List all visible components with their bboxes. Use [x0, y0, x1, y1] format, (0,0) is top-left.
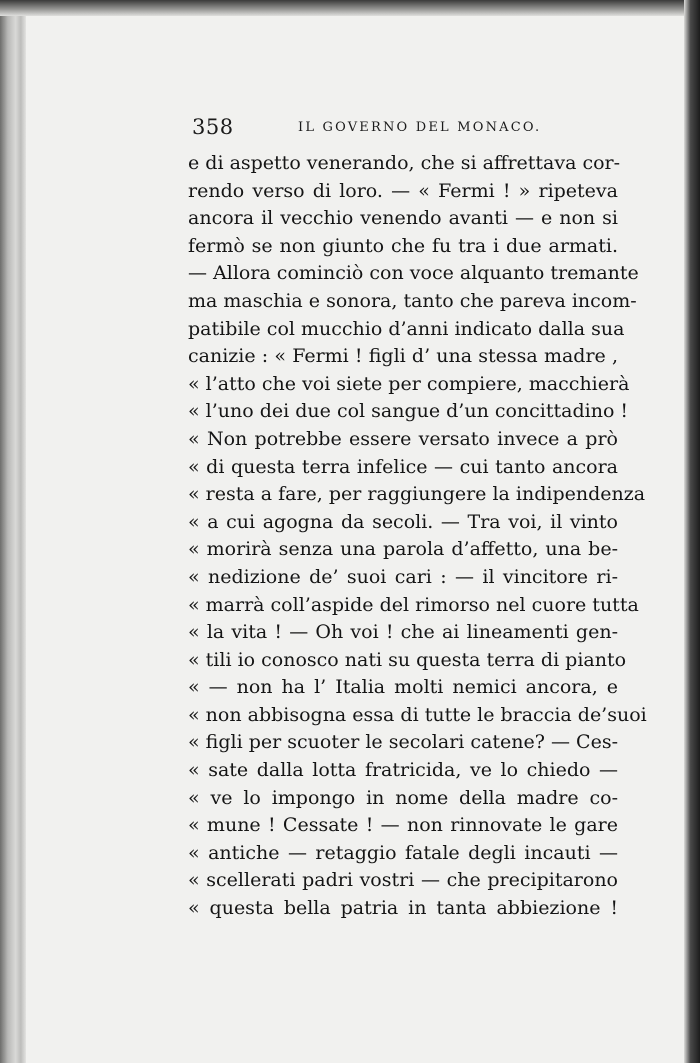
text-line: « nedizione de’ suoi cari : — il vincitore ri- — [188, 565, 618, 588]
running-head: IL GOVERNO DEL MONACO. — [298, 120, 542, 135]
page-number: 358 — [192, 115, 234, 139]
body-text — [188, 150, 647, 923]
text-line: « ve lo impongo in nome della madre co- — [188, 786, 618, 809]
text-line: fermò se non giunto che fu tra i due armati. — [188, 234, 618, 257]
text-line: rendo verso di loro. — « Fermi ! » ripeteva — [188, 179, 618, 202]
text-line: « — non ha l’ Italia molti nemici ancora, e — [188, 676, 618, 699]
text-line: ancora il vecchio venendo avanti — e non si — [188, 207, 618, 230]
text-line: « Non potrebbe essere versato invece a prò — [188, 427, 618, 450]
text-line: « l’uno dei due col sangue d’un concittadino ! — [188, 400, 629, 423]
scan-edge-right — [684, 0, 700, 1063]
page-header — [0, 0, 700, 139]
text-line: « sate dalla lotta fratricida, ve lo chiedo — — [188, 759, 618, 782]
text-line: « di questa terra infelice — cui tanto ancora — [188, 455, 618, 478]
text-line: « morirà senza una parola d’affetto, una be- — [188, 538, 618, 561]
text-line: « non abbisogna essa di tutte le braccia de’suoi — [188, 703, 647, 726]
text-line: — Allora cominciò con voce alquanto tremante — [188, 262, 639, 285]
text-line: patibile col mucchio d’anni indicato dalla sua — [188, 317, 625, 340]
text-line: ma maschia e sonora, tanto che pareva incom- — [188, 289, 637, 312]
text-line: « antiche — retaggio fatale degli incauti — — [188, 841, 618, 864]
text-line: « mune ! Cessate ! — non rinnovate le gare — [188, 814, 618, 837]
scan-edge-left — [0, 0, 26, 1063]
text-line: « resta a fare, per raggiungere la indipendenza — [188, 483, 646, 506]
text-line: « figli per scuoter le secolari catene? — Ces- — [188, 731, 618, 754]
text-line: « la vita ! — Oh voi ! che ai lineamenti gen- — [188, 621, 618, 644]
text-line: « scellerati padri vostri — che precipitarono — [188, 869, 618, 892]
text-line: e di aspetto venerando, che si affrettava cor- — [188, 152, 621, 174]
text-line: « questa bella patria in tanta abbiezione ! — [188, 897, 618, 920]
text-line: canizie : « Fermi ! figli d’ una stessa madre , — [188, 345, 618, 368]
text-line: « tili io conosco nati su questa terra di pianto — [188, 648, 627, 671]
text-line: « l’atto che voi siete per compiere, macchierà — [188, 372, 630, 395]
text-line: « marrà coll’aspide del rimorso nel cuore tutta — [188, 593, 639, 616]
text-line: « a cui agogna da secoli. — Tra voi, il vinto — [188, 510, 618, 533]
